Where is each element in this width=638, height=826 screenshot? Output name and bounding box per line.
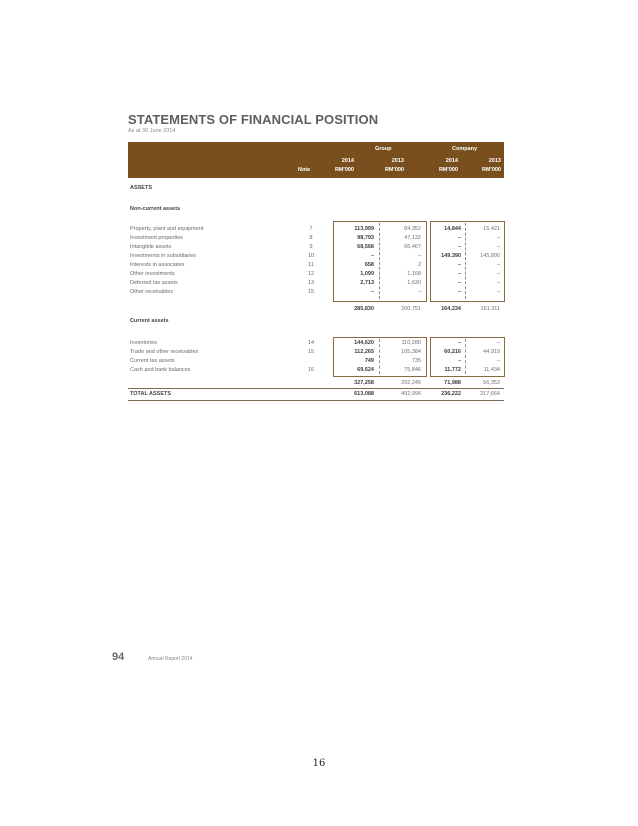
cell: 1,630 (407, 280, 421, 286)
row-label: Investment properties (130, 235, 183, 241)
non-current-heading: Non-current assets (130, 206, 181, 212)
cell: 164,234 (441, 306, 461, 312)
row-label: Other receivables (130, 289, 174, 295)
year-group-2014: 2014 (341, 158, 354, 164)
row-note: 7 (309, 226, 313, 232)
row-label: Property, plant and equipment (130, 226, 204, 232)
cell: 236,222 (441, 391, 461, 397)
cell: – (496, 262, 500, 268)
report-label: Annual Report 2014 (148, 656, 193, 662)
row-note: 9 (309, 244, 313, 250)
row-note: 12 (307, 271, 315, 277)
cell: 66,467 (404, 244, 421, 250)
cell: – (417, 289, 421, 295)
cell: – (496, 358, 500, 364)
cell: 735 (411, 358, 421, 364)
cell: – (457, 340, 461, 346)
row-label: Intangible assets (130, 244, 172, 250)
year-group-2013: 2013 (391, 158, 404, 164)
page-subtitle: As at 30 June 2014 (128, 128, 176, 134)
row-note: 8 (309, 235, 313, 241)
cell: – (496, 271, 500, 277)
cell: – (370, 253, 374, 259)
cell: – (457, 280, 461, 286)
row-label: TOTAL ASSETS (130, 391, 172, 397)
cell: – (457, 235, 461, 241)
row-label: Investments in subsidiaries (130, 253, 197, 259)
unit-company-2014: RM'000 (438, 167, 458, 173)
group-header: Group (375, 146, 392, 152)
cell: – (496, 289, 500, 295)
cell: 217,664 (480, 391, 500, 397)
unit-group-2014: RM'000 (334, 167, 354, 173)
page-title: STATEMENTS OF FINANCIAL POSITION (128, 112, 379, 127)
report-page-number: 94 (112, 651, 125, 663)
cell: 144,620 (354, 340, 374, 346)
row-note: 13 (307, 280, 315, 286)
cell: 327,258 (354, 380, 374, 386)
row-label: Other investments (130, 271, 175, 277)
row-note: 11 (308, 262, 314, 268)
cell: 161,311 (480, 306, 500, 312)
cell: 11,434 (483, 367, 500, 373)
company-header: Company (452, 146, 478, 152)
row-note: 15 (307, 289, 315, 295)
cell: 492,996 (401, 391, 421, 397)
cell: – (370, 289, 374, 295)
cell: 84,352 (404, 226, 421, 232)
total-rule-bottom (128, 400, 504, 401)
cell: 60,216 (444, 349, 461, 355)
cell: 68,568 (357, 244, 374, 250)
row-note: 14 (307, 340, 315, 346)
cell: – (457, 289, 461, 295)
row-note: 10 (307, 253, 315, 259)
assets-heading: ASSETS (130, 185, 153, 191)
unit-company-2013: RM'000 (481, 167, 501, 173)
cell: 2,713 (360, 280, 374, 286)
cell: – (496, 280, 500, 286)
cell: 749 (364, 358, 374, 364)
cell: 11,772 (444, 367, 461, 373)
row-label: Cash and bank balances (130, 367, 191, 373)
cell: 15,421 (483, 226, 500, 232)
row-note: 16 (307, 367, 315, 373)
cell: 98,793 (357, 235, 374, 241)
cell: 200,751 (401, 306, 421, 312)
cell: 14,844 (444, 226, 461, 232)
cell: 69,624 (357, 367, 374, 373)
group-divider-current (379, 339, 380, 374)
cell: 292,245 (401, 380, 421, 386)
group-divider-non-current (379, 223, 380, 299)
cell: – (496, 235, 500, 241)
cell: 1,168 (407, 271, 421, 277)
cell: – (457, 244, 461, 250)
cell: 145,890 (480, 253, 500, 259)
cell: – (457, 358, 461, 364)
row-label: Interests in associates (130, 262, 185, 268)
cell: 56,353 (483, 380, 500, 386)
cell: 47,132 (404, 235, 421, 241)
row-note: 15 (307, 349, 315, 355)
cell: 149,390 (441, 253, 461, 259)
cell: – (496, 340, 500, 346)
table-header-band (128, 142, 504, 178)
row-label: Inventories (130, 340, 157, 346)
row-label: Trade and other receivables (130, 349, 199, 355)
unit-group-2013: RM'000 (384, 167, 404, 173)
cell: 613,088 (354, 391, 374, 397)
cell: – (496, 244, 500, 250)
cell: – (417, 253, 421, 259)
row-label: Current tax assets (130, 358, 175, 364)
cell: 44,919 (483, 349, 500, 355)
total-rule-top (128, 388, 504, 389)
cell: 658 (364, 262, 374, 268)
note-header: Note (298, 167, 311, 173)
cell: 112,265 (354, 349, 374, 355)
cell: 2 (417, 262, 421, 268)
cell: 75,846 (404, 367, 421, 373)
cell: 285,830 (354, 306, 374, 312)
cell: 105,384 (401, 349, 421, 355)
cell: 110,280 (401, 340, 421, 346)
cell: 113,999 (354, 226, 374, 232)
current-heading: Current assets (130, 318, 169, 324)
row-label: Deferred tax assets (130, 280, 178, 286)
cell: 1,099 (360, 271, 374, 277)
year-company-2013: 2013 (488, 158, 501, 164)
cell: 71,988 (444, 380, 461, 386)
cell: – (457, 271, 461, 277)
year-company-2014: 2014 (445, 158, 458, 164)
document-page-number: 16 (312, 758, 326, 769)
cell: – (457, 262, 461, 268)
